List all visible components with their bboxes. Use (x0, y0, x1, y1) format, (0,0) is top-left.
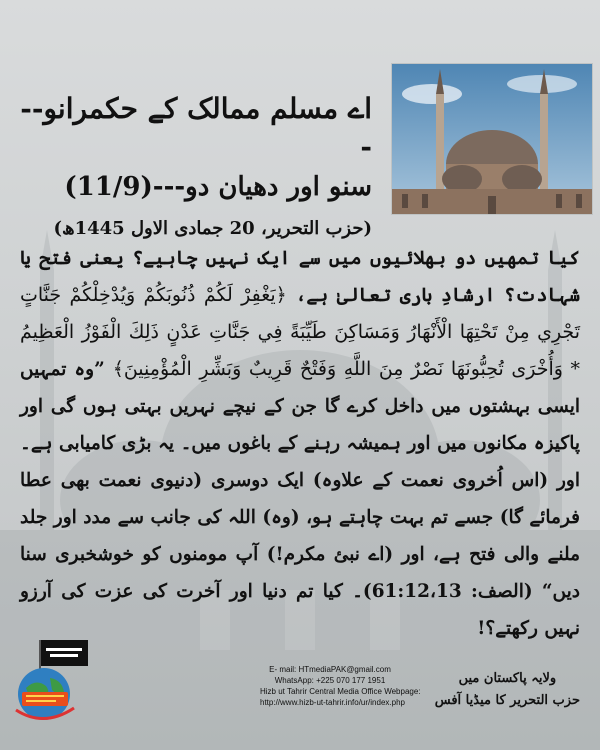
contact-webpage-url: http://www.hizb-ut-tahrir.info/ur/index.php (260, 698, 405, 707)
contact-whatsapp: WhatsApp: +225 070 177 1951 (274, 676, 386, 685)
contact-webpage-label: Hizb ut Tahrir Central Media Office Webpage: (260, 687, 421, 696)
quran-verse: ﴿يَغْفِرْ لَكُمْ ذُنُوبَكُمْ وَيُدْخِلْكُمْ جَنَّاتٍ تَجْرِي مِنْ تَحْتِهَا الْأَنْهَارُ وَمَسَاكِنَ طَيِّبَةً فِي جَنَّاتِ عَدْنٍ ذَلِكَ الْفَوْزُ الْعَظِيمُ * وَأُخْرَى تُحِبُّونَهَا نَصْرٌ مِنَ اللَّهِ وَفَتْحٌ قَرِيبٌ وَبَشِّرِ الْمُؤْمِنِينَ﴾ (20, 284, 580, 380)
footer (0, 610, 600, 750)
mosque-photo (392, 64, 592, 214)
intro-text: کیا تمھیں دو بھلائیوں میں سے ایک نہیں چاہیے؟ یعنی فتح یا شہادت؟ ارشادِ باری تعالیٰ ہے، (20, 248, 580, 306)
contact-email: E- mail: HTmediaPAK@gmail.com (269, 665, 391, 674)
page-title: اے مسلم ممالک کے حکمرانو--- (20, 92, 372, 163)
office-line-2: حزب التحریر کا میڈیا آفس (434, 693, 580, 708)
page-title-line2: سنو اور دھیان دو---(11/9) (64, 172, 372, 202)
hizb-logo (12, 638, 90, 724)
contact-info (260, 664, 421, 708)
mosque-photo-graphic (392, 64, 592, 214)
office-line-1: ولایہ پاکستان میں (458, 671, 557, 686)
verse-translation: ”وہ تمہیں ایسی بہشتوں میں داخل کرے گا جن کے نیچے نہریں بہتی ہوں گی اور پاکیزہ مکانوں میں اور ہمیشہ رہنے کے باغوں میں۔ یہ بڑی کامیابی ہے۔ اور (اس اُخروی نعمت کے علاوہ) ایک دوسری (دنیوی نعمت بھی عطا فرمائے گا) جسے تم بہت چاہتے ہو، (وہ) اللہ کی جانب سے مدد اور جلد ملنے والی فتح ہے، اور (اے نبئ مکرم!) آپ مومنوں کو خوشخبری سنا دیں“ (الصف: 61:12،13)۔ کیا تم دنیا اور آخرت کی عزت کی آرزو نہیں رکھتے؟! (20, 359, 581, 639)
media-office-signature (435, 668, 580, 712)
header (12, 90, 372, 244)
article-body (20, 240, 580, 647)
logo-icon (12, 638, 90, 724)
page-subtitle: (حزب التحریر، 20 جمادی الاول 1445ھ) (53, 218, 372, 239)
